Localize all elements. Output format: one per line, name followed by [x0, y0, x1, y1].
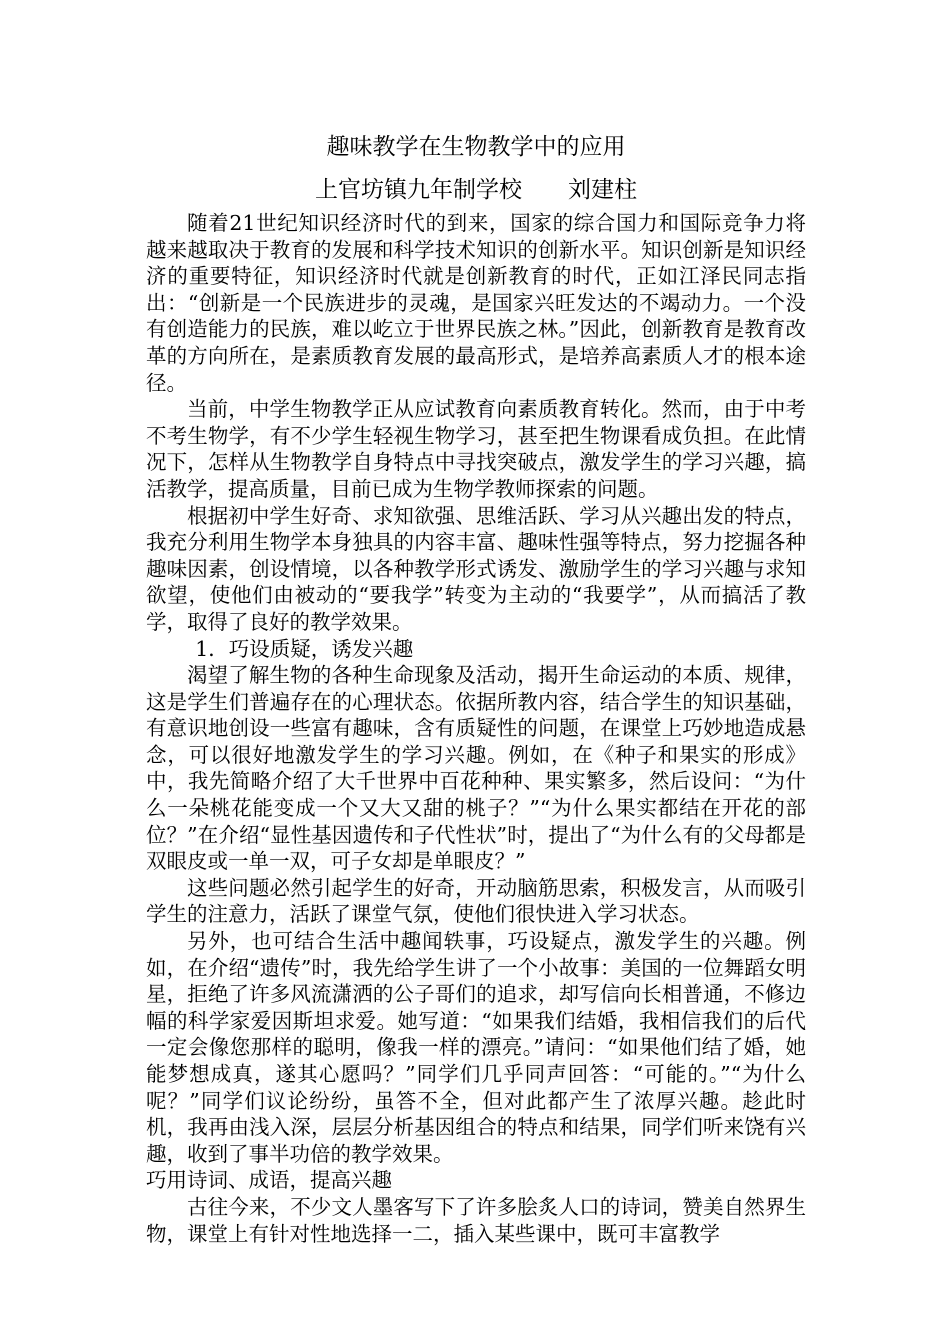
section-heading: 巧用诗词、成语，提高兴趣 — [146, 1168, 392, 1193]
document-page — [146, 130, 806, 1247]
body-paragraph: 这些问题必然引起学生的好奇，开动脑筋思索，积极发言，从而吸引学生的注意力，活跃了课堂气氛，使他们很快进入学习状态。 — [146, 875, 806, 927]
author-line: 上官坊镇九年制学校 刘建柱 — [315, 177, 637, 203]
section-heading: 1．巧设质疑，诱发兴趣 — [195, 636, 414, 661]
document-body — [146, 210, 806, 1247]
body-paragraph: 古往今来，不少文人墨客写下了许多脍炙人口的诗词，赞美自然界生物，课堂上有针对性地选择一二，插入某些课中，既可丰富教学 — [146, 1194, 806, 1246]
body-paragraph: 随着21世纪知识经济时代的到来，国家的综合国力和国际竞争力将越来越取决于教育的发展和科学技术知识的创新水平。知识创新是知识经济的重要特征，知识经济时代就是创新教育的时代，正如江泽民同志指出：“创新是一个民族进步的灵魂，是国家兴旺发达的不竭动力。一个没有创造能力的民族，难以屹立于世界民族之林。”因此，创新教育是教育改革的方向所在，是素质教育发展的最高形式，是培养高素质人才的根本途径。 — [146, 211, 806, 395]
document-title: 趣味教学在生物教学中的应用 — [326, 134, 626, 160]
body-paragraph: 渴望了解生物的各种生命现象及活动，揭开生命运动的本质、规律，这是学生们普遍存在的心理状态。依据所教内容，结合学生的知识基础，有意识地创设一些富有趣味，含有质疑性的问题，在课堂上巧妙地造成悬念，可以很好地激发学生的学习兴趣。例如，在《种子和果实的形成》中，我先简略介绍了大千世界中百花种种、果实繁多，然后设问：“为什么一朵桃花能变成一个又大又甜的桃子？”“为什么果实都结在开花的部位？”在介绍“显性基因遗传和子代性状”时，提出了“为什么有的父母都是双眼皮或一单一双，可子女却是单眼皮？” — [146, 663, 806, 874]
body-paragraph: 根据初中学生好奇、求知欲强、思维活跃、学习从兴趣出发的特点，我充分利用生物学本身独具的内容丰富、趣味性强等特点，努力挖掘各种趣味因素，创设情境，以各种教学形式诱发、激励学生的学习兴趣与求知欲望，使他们由被动的“要我学”转变为主动的“我要学”，从而搞活了教学，取得了良好的教学效果。 — [146, 503, 806, 634]
body-paragraph: 当前，中学生物教学正从应试教育向素质教育转化。然而，由于中考不考生物学，有不少学生轻视生物学习，甚至把生物课看成负担。在此情况下，怎样从生物教学自身特点中寻找突破点，激发学生的学习兴趣，搞活教学，提高质量，目前已成为生物学教师探索的问题。 — [146, 397, 806, 501]
body-paragraph: 另外，也可结合生活中趣闻轶事，巧设疑点，激发学生的兴趣。例如，在介绍“遗传”时，我先给学生讲了一个小故事：美国的一位舞蹈女明星，拒绝了许多风流潇洒的公子哥们的追求，却写信向长相普通，不修边幅的科学家爱因斯坦求爱。她写道：“如果我们结婚，我相信我们的后代一定会像您那样的聪明，像我一样的漂亮。”请问：“如果他们结了婚，她能梦想成真，遂其心愿吗？”同学们几乎同声回答：“可能的。”“为什么呢？”同学们议论纷纷，虽答不全，但对此都产生了浓厚兴趣。趁此时机，我再由浅入深，层层分析基因组合的特点和结果，同学们听来饶有兴趣，收到了事半功倍的教学效果。 — [146, 929, 806, 1166]
